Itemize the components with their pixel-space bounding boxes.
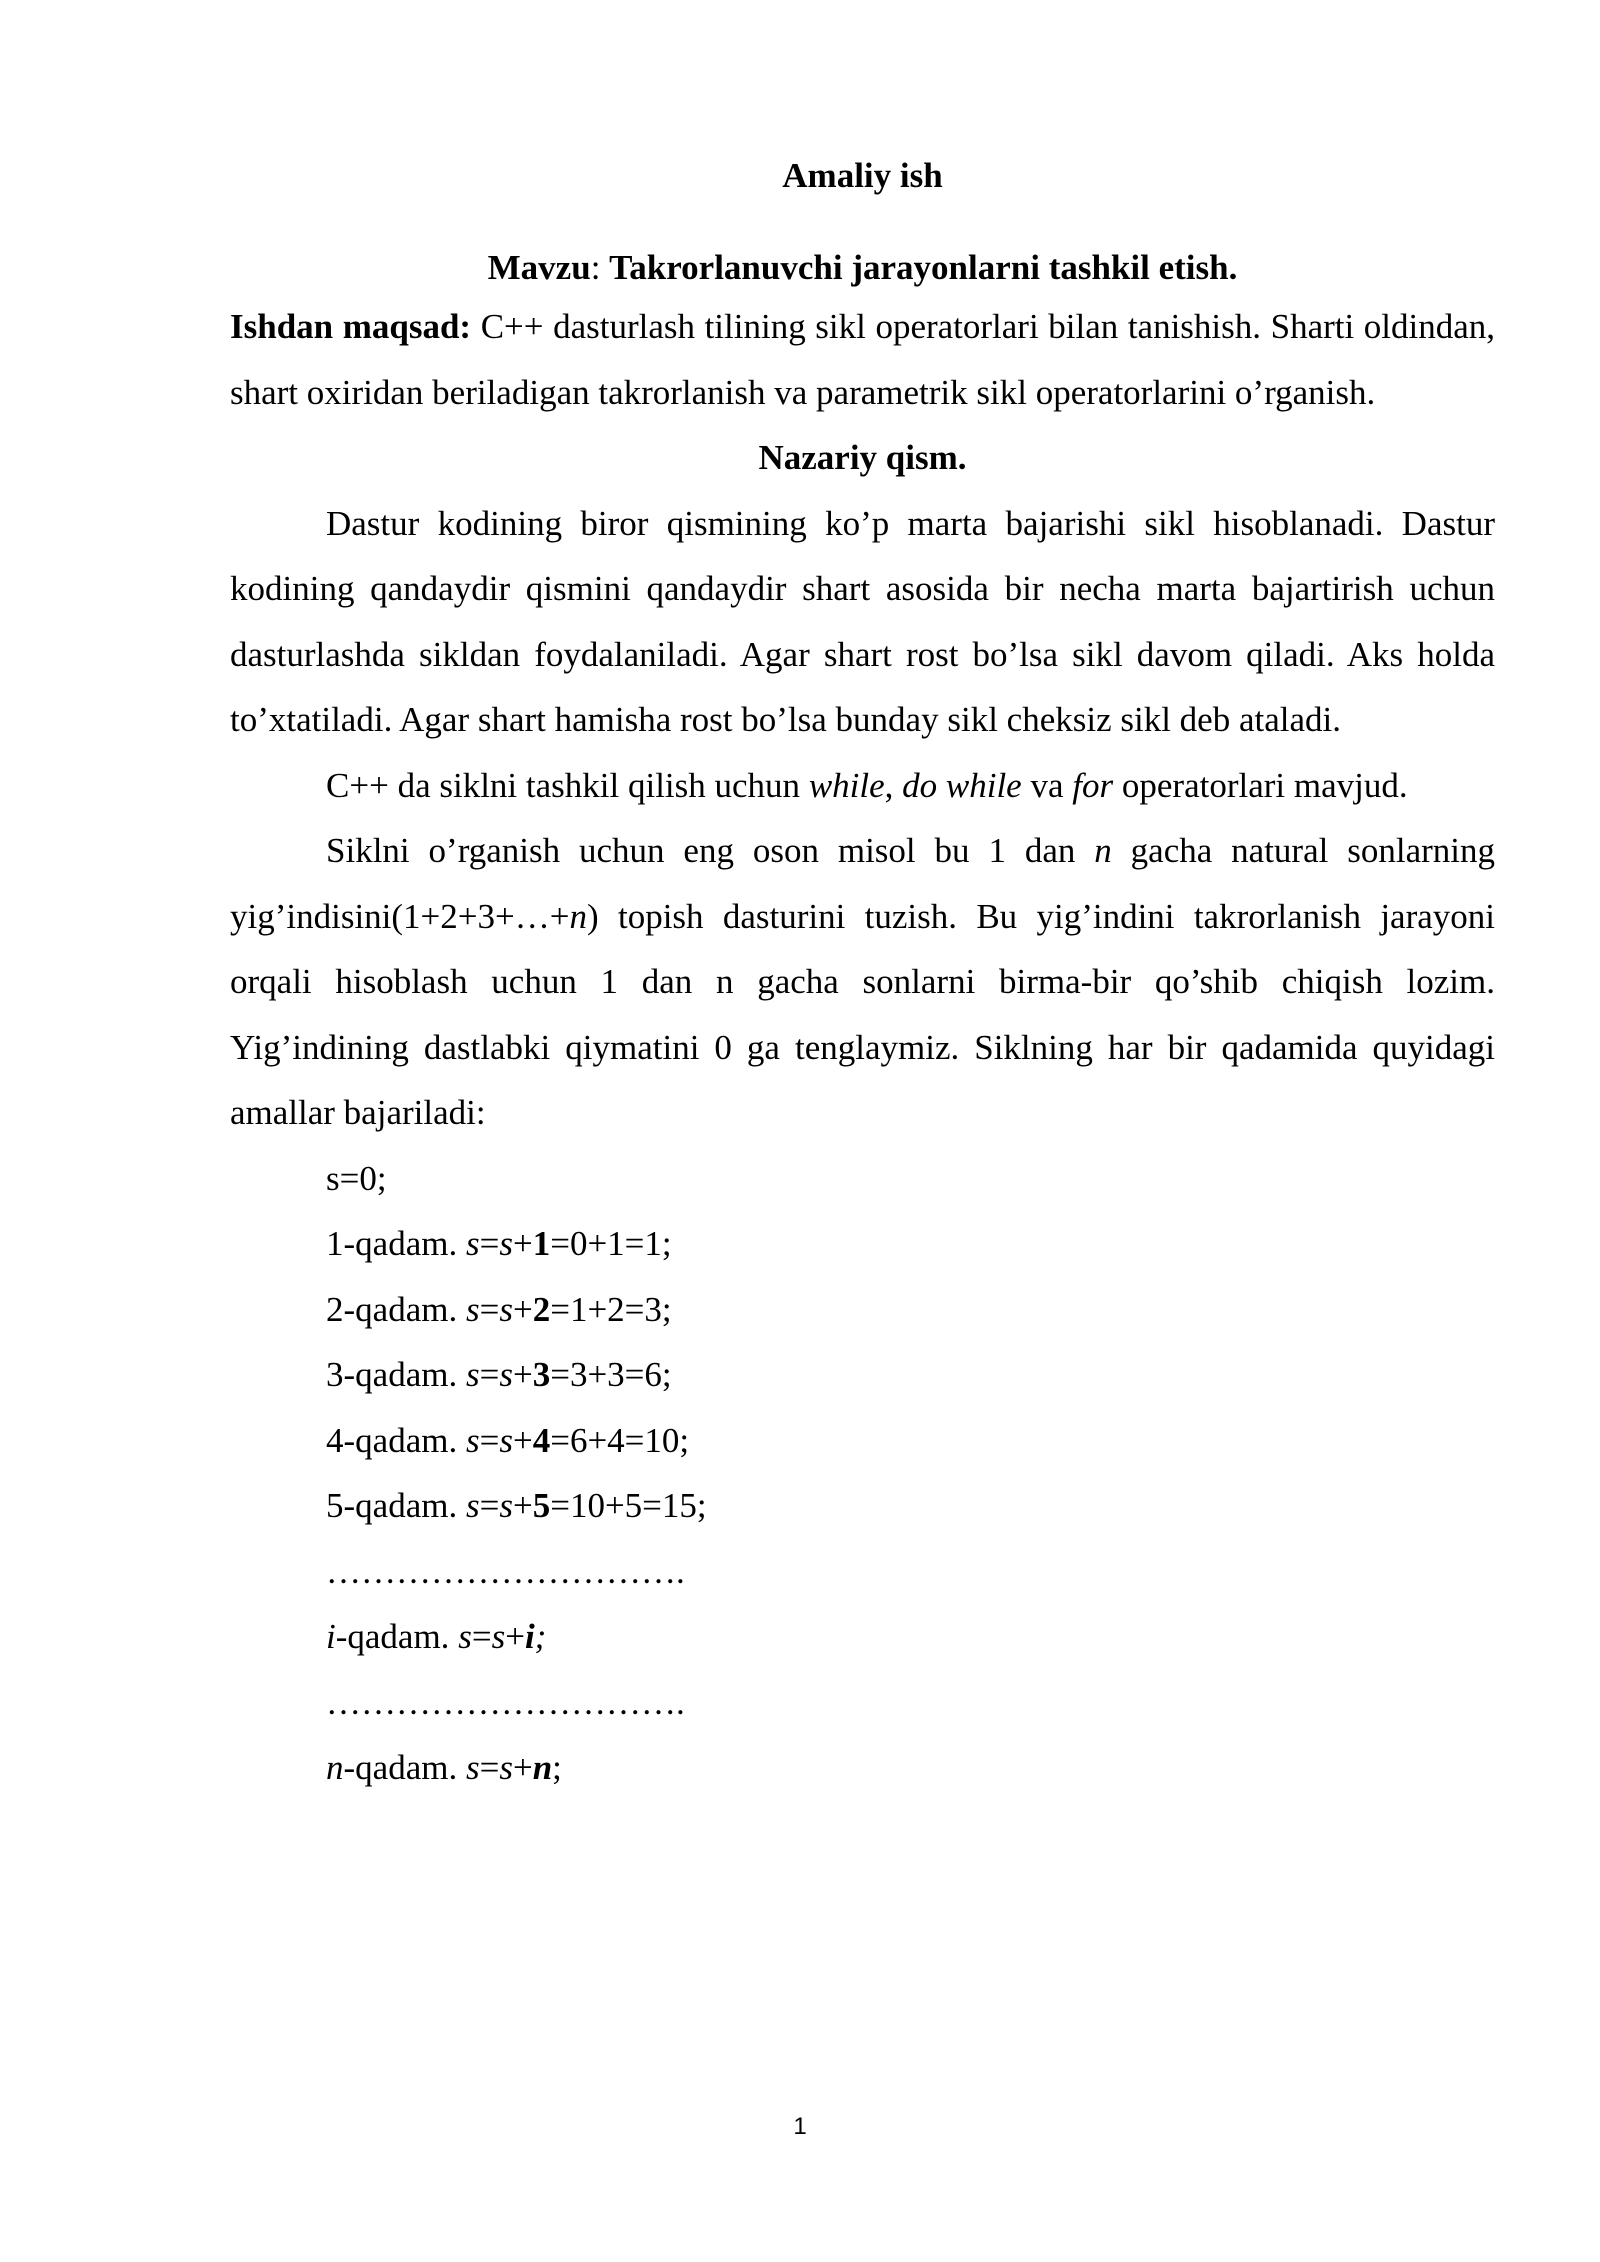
step-list — [230, 1146, 1495, 1801]
variable-n: n — [1094, 831, 1112, 870]
plus-sign: + — [512, 1486, 533, 1525]
step-increment: 4 — [532, 1420, 551, 1460]
variable-s: s — [499, 1224, 513, 1263]
step-label: -qadam. — [343, 1748, 466, 1787]
theory-paragraph-3 — [230, 818, 1495, 1146]
step-label: 5-qadam. — [326, 1486, 466, 1525]
step-label: 1-qadam. — [326, 1224, 466, 1263]
variable-s: s — [499, 1486, 513, 1525]
step-n — [326, 1735, 1495, 1801]
step-2 — [326, 1277, 1495, 1343]
step-label: 3-qadam. — [326, 1355, 466, 1394]
plus-sign: + — [512, 1748, 533, 1787]
step-result: =1+2=3; — [550, 1289, 672, 1329]
step-label: 2-qadam. — [326, 1289, 466, 1329]
p2-text-d: operatorlari mavjud. — [1113, 765, 1408, 805]
plus-sign: + — [512, 1355, 533, 1394]
p2-text-b: , — [884, 765, 903, 805]
step-result: =6+4=10; — [550, 1420, 690, 1460]
step-result: =10+5=15; — [550, 1486, 707, 1525]
step-increment: 2 — [532, 1289, 551, 1329]
equals-sign: = — [479, 1355, 500, 1394]
step-label: -qadam. — [335, 1617, 459, 1656]
variable-s: s — [499, 1748, 513, 1787]
keyword-for: for — [1072, 765, 1114, 805]
page-content — [230, 150, 1495, 1801]
ellipsis-line: …………………………. — [326, 1551, 685, 1591]
variable-s: s — [465, 1355, 480, 1394]
plus-sign: + — [512, 1224, 533, 1263]
p3-text-c: ) topish dasturini tuzish. Bu yig’indini takrorlanish jarayoni orqali hisoblash uchun 1 dan n gacha sonlarni birma-bir qo’shib chiqish lozim. Yig’indining dastlabki qiymatini 0 ga tenglaymiz. Siklning har bir qadamida quyidagi amallar bajariladi: — [230, 896, 1495, 1132]
step-increment: 1 — [532, 1224, 551, 1263]
p2-text-a: C++ da siklni tashkil qilish uchun — [326, 765, 809, 805]
semicolon: ; — [552, 1748, 562, 1787]
equals-sign: = — [479, 1748, 500, 1787]
step-init: s=0; — [326, 1158, 387, 1198]
step-increment: i — [524, 1617, 535, 1656]
variable-n: n — [569, 896, 588, 936]
ellipsis-line: …………………………. — [326, 1682, 685, 1722]
variable-s: s — [491, 1617, 506, 1656]
plus-sign: + — [512, 1289, 533, 1329]
keyword-do-while: do while — [902, 765, 1022, 805]
step-4 — [326, 1408, 1495, 1474]
variable-s: s — [465, 1420, 480, 1460]
equals-sign: = — [479, 1420, 500, 1460]
equals-sign: = — [471, 1617, 492, 1656]
equals-sign: = — [479, 1486, 500, 1525]
goal-label: Ishdan maqsad: — [230, 307, 472, 346]
step-3 — [326, 1342, 1495, 1408]
topic-colon: : — [590, 248, 601, 287]
goal-paragraph — [230, 294, 1495, 425]
theory-paragraph-2 — [230, 753, 1495, 819]
semicolon: ; — [534, 1617, 547, 1656]
theory-paragraph-1: Dastur kodining biror qismining ko’p marta bajarishi sikl hisoblanadi. Dastur kodining qandaydir qismini qandaydir shart asosida bir necha marta bajartirish uchun dasturlashda sikldan foydalaniladi. Agar shart rost bo’lsa sikl davom qiladi. Aks holda to’xtatiladi. Agar shart hamisha rost bo’lsa bunday sikl cheksiz sikl deb ataladi. — [230, 503, 1495, 739]
goal-text: C++ dasturlash tilining sikl operatorlari bilan tanishish. Sharti oldindan, shart oxiridan beriladigan takrorlanish va parametrik sikl operatorlarini o’rganish. — [230, 307, 1496, 412]
variable-s: s — [465, 1486, 480, 1525]
variable-s: s — [465, 1224, 480, 1263]
equals-sign: = — [479, 1224, 500, 1263]
variable-s: s — [499, 1355, 513, 1394]
topic-text: Takrorlanuvchi jarayonlarni tashkil etish. — [609, 248, 1238, 287]
theory-heading: Nazariy qism. — [758, 438, 967, 477]
step-increment: 3 — [532, 1355, 551, 1394]
topic-line — [230, 242, 1495, 294]
step-increment: 5 — [532, 1486, 551, 1525]
keyword-while: while — [808, 765, 885, 805]
step-5 — [326, 1473, 1495, 1539]
step-result: =3+3=6; — [550, 1355, 672, 1394]
document-title: Amaliy ish — [782, 156, 943, 195]
variable-s: s — [458, 1617, 472, 1656]
p3-text-b: gacha natural sonlarning yig’indisini(1+2+3+…+ — [230, 831, 1495, 936]
equals-sign: = — [479, 1289, 500, 1329]
step-1 — [326, 1211, 1495, 1277]
variable-i: i — [326, 1617, 336, 1656]
p2-text-c: va — [1021, 765, 1073, 805]
step-label: 4-qadam. — [326, 1420, 466, 1460]
page-number: 1 — [793, 2113, 807, 2140]
step-result: =0+1=1; — [550, 1224, 672, 1263]
plus-sign: + — [512, 1420, 533, 1460]
variable-n: n — [326, 1748, 344, 1787]
variable-s: s — [499, 1420, 513, 1460]
variable-s: s — [465, 1289, 480, 1329]
topic-label: Mavzu — [487, 248, 591, 287]
variable-s: s — [465, 1748, 480, 1787]
step-i — [326, 1604, 1495, 1670]
variable-s: s — [499, 1289, 513, 1329]
plus-sign: + — [505, 1617, 525, 1656]
step-increment: n — [532, 1748, 553, 1787]
p3-text-a: Siklni o’rganish uchun eng oson misol bu 1 dan — [326, 831, 1095, 870]
